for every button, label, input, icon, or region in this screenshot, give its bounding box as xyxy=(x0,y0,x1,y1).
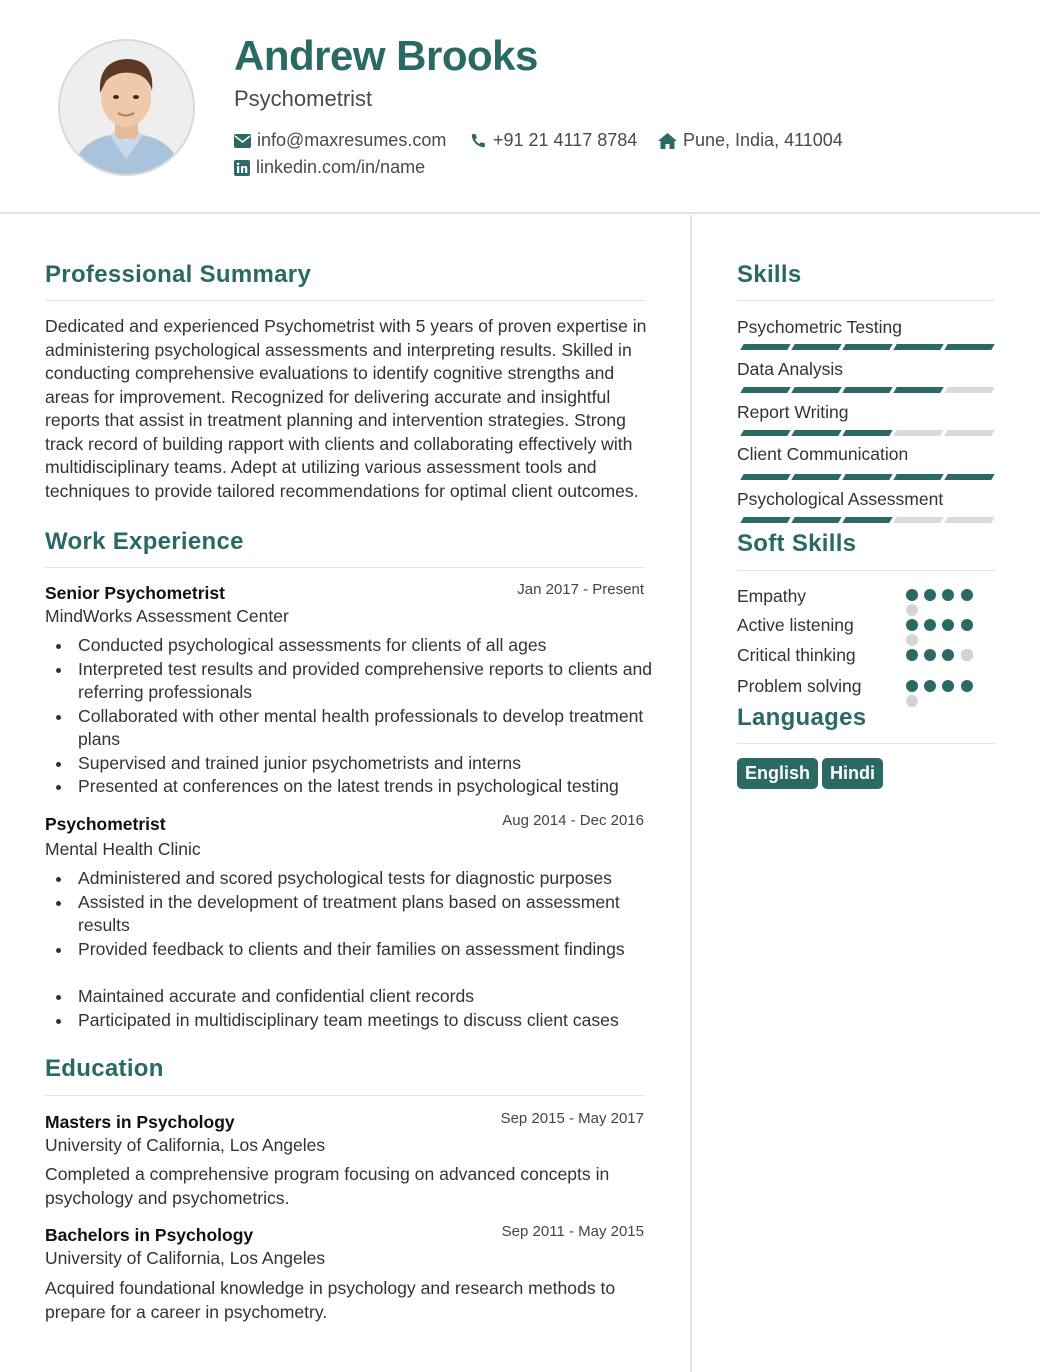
home-icon xyxy=(658,133,677,149)
contact-linkedin[interactable] xyxy=(234,157,425,178)
experience-heading: Work Experience xyxy=(45,528,244,555)
rating-dot-filled xyxy=(961,680,973,692)
column-divider xyxy=(690,215,692,1372)
summary-rule xyxy=(45,300,645,301)
rating-dot-empty xyxy=(961,649,973,661)
rating-dot-filled xyxy=(906,589,918,601)
skill-segment-empty xyxy=(944,517,994,523)
candidate-name: Andrew Brooks xyxy=(234,32,538,79)
skill-segment-empty xyxy=(893,430,943,436)
skill-segment-empty xyxy=(944,430,994,436)
education-rule xyxy=(45,1095,645,1096)
soft-skills-heading: Soft Skills xyxy=(737,530,857,557)
skill-segment-filled xyxy=(791,474,841,480)
location-text: Pune, India, 411004 xyxy=(683,130,843,150)
contact-phone[interactable] xyxy=(470,130,637,151)
job-bullets xyxy=(78,867,653,1032)
rating-dot-filled xyxy=(961,619,973,631)
language-badge: English xyxy=(737,758,818,789)
skill-rating-bar xyxy=(738,387,994,393)
skill-segment-filled xyxy=(842,344,892,350)
skill-segment-filled xyxy=(842,474,892,480)
email-text: info@maxresumes.com xyxy=(257,130,447,150)
degree-dates: Sep 2015 - May 2017 xyxy=(500,1110,644,1127)
skill-segment-filled xyxy=(740,387,790,393)
rating-dot-empty xyxy=(906,695,918,707)
candidate-title: Psychometrist xyxy=(234,86,373,111)
skill-name: Data Analysis xyxy=(737,359,844,379)
skill-segment-filled xyxy=(944,344,994,350)
skill-segment-filled xyxy=(791,430,841,436)
skill-segment-filled xyxy=(740,517,790,523)
languages-rule xyxy=(737,743,995,744)
skill-segment-empty xyxy=(893,517,943,523)
list-item: Participated in multidisciplinary team meetings to discuss client cases xyxy=(78,1009,653,1033)
rating-dot-filled xyxy=(906,680,918,692)
skill-rating-bar xyxy=(738,430,994,436)
skill-name: Report Writing xyxy=(737,402,849,422)
summary-heading: Professional Summary xyxy=(45,261,312,288)
rating-dot-filled xyxy=(942,589,954,601)
rating-dot-filled xyxy=(961,589,973,601)
experience-rule xyxy=(45,567,645,568)
education-heading: Education xyxy=(45,1055,164,1082)
skill-name: Psychological Assessment xyxy=(737,489,944,509)
skill-rating-bar xyxy=(738,344,994,350)
degree-description: Acquired foundational knowledge in psychology and research methods to prepare for a career in psychometry. xyxy=(45,1278,616,1322)
languages-heading: Languages xyxy=(737,704,867,731)
skill-segment-filled xyxy=(791,387,841,393)
skill-segment-filled xyxy=(740,430,790,436)
job-organization: Mental Health Clinic xyxy=(45,839,201,859)
rating-dot-filled xyxy=(924,649,936,661)
skill-segment-filled xyxy=(842,517,892,523)
skill-name: Client Communication xyxy=(737,444,909,464)
rating-dot-filled xyxy=(924,619,936,631)
rating-dot-filled xyxy=(942,649,954,661)
list-item: Interpreted test results and provided comprehensive reports to clients and referring professionals xyxy=(78,658,653,705)
contact-email[interactable] xyxy=(234,130,446,151)
soft-skill-name: Critical thinking xyxy=(737,645,856,665)
skill-segment-filled xyxy=(740,474,790,480)
list-item: Assisted in the development of treatment plans based on assessment results xyxy=(78,891,653,938)
rating-dot-filled xyxy=(942,619,954,631)
summary-text: Dedicated and experienced Psychometrist with 5 years of proven expertise in administering psychological assessments and interpreting results. Skilled in conducting comprehensive evaluations to identify cognitive strengths and areas for improvement. Recognized for delivering accurate and insightful reports that assist in treatment planning and intervention strategies. Strong track record of building rapport with clients and collaborating effectively with multidisciplinary teams. Adept at utilizing various assessment tools and techniques to provide tailored recommendations for optimal client outcomes. xyxy=(45,316,647,501)
skill-segment-filled xyxy=(791,344,841,350)
soft-skills-rule xyxy=(737,570,995,571)
job-bullets xyxy=(78,634,653,799)
degree-title: Bachelors in Psychology xyxy=(45,1225,254,1245)
rating-dot-empty xyxy=(906,634,918,646)
linkedin-text: linkedin.com/in/name xyxy=(256,157,426,177)
rating-dot-filled xyxy=(942,680,954,692)
contact-location xyxy=(658,130,843,151)
school-name: University of California, Los Angeles xyxy=(45,1135,326,1155)
job-dates: Jan 2017 - Present xyxy=(517,581,644,598)
degree-title: Masters in Psychology xyxy=(45,1112,235,1132)
list-item: Provided feedback to clients and their families on assessment findings xyxy=(78,938,653,962)
list-item: Conducted psychological assessments for clients of all ages xyxy=(78,634,653,658)
linkedin-icon xyxy=(234,160,250,176)
job-dates: Aug 2014 - Dec 2016 xyxy=(502,812,644,829)
skill-segment-filled xyxy=(893,474,943,480)
skill-segment-filled xyxy=(893,344,943,350)
skill-segment-filled xyxy=(740,344,790,350)
rating-dot-filled xyxy=(924,589,936,601)
rating-dot-filled xyxy=(906,619,918,631)
skill-rating-bar xyxy=(738,474,994,480)
list-item: Presented at conferences on the latest trends in psychological testing xyxy=(78,775,653,799)
phone-icon xyxy=(470,132,487,149)
skill-rating-bar xyxy=(738,517,994,523)
degree-description: Completed a comprehensive program focusing on advanced concepts in psychology and psychometrics. xyxy=(45,1164,610,1208)
list-item: Maintained accurate and confidential client records xyxy=(78,985,653,1009)
job-organization: MindWorks Assessment Center xyxy=(45,606,289,626)
skills-rule xyxy=(737,300,995,301)
language-badge: Hindi xyxy=(822,758,883,789)
skill-segment-empty xyxy=(944,387,994,393)
profile-photo xyxy=(58,39,195,176)
skill-segment-filled xyxy=(893,387,943,393)
skill-segment-filled xyxy=(791,517,841,523)
resume-header xyxy=(0,0,1040,214)
soft-skill-name: Problem solving xyxy=(737,676,862,696)
rating-dot-filled xyxy=(924,680,936,692)
skill-segment-filled xyxy=(842,430,892,436)
soft-skill-name: Active listening xyxy=(737,615,854,635)
list-item: Supervised and trained junior psychometrists and interns xyxy=(78,752,653,776)
list-item: Administered and scored psychological tests for diagnostic purposes xyxy=(78,867,653,891)
school-name: University of California, Los Angeles xyxy=(45,1248,326,1268)
rating-dot-empty xyxy=(906,604,918,616)
skill-segment-filled xyxy=(944,474,994,480)
list-item: Collaborated with other mental health professionals to develop treatment plans xyxy=(78,705,653,752)
skill-name: Psychometric Testing xyxy=(737,317,903,337)
skill-segment-filled xyxy=(842,387,892,393)
degree-dates: Sep 2011 - May 2015 xyxy=(501,1223,644,1240)
skills-heading: Skills xyxy=(737,261,802,288)
soft-skill-name: Empathy xyxy=(737,586,807,606)
job-title: Psychometrist xyxy=(45,814,166,834)
rating-dot-filled xyxy=(906,649,918,661)
job-title: Senior Psychometrist xyxy=(45,583,225,603)
phone-text: +91 21 4117 8784 xyxy=(493,130,638,150)
envelope-icon xyxy=(234,134,251,148)
